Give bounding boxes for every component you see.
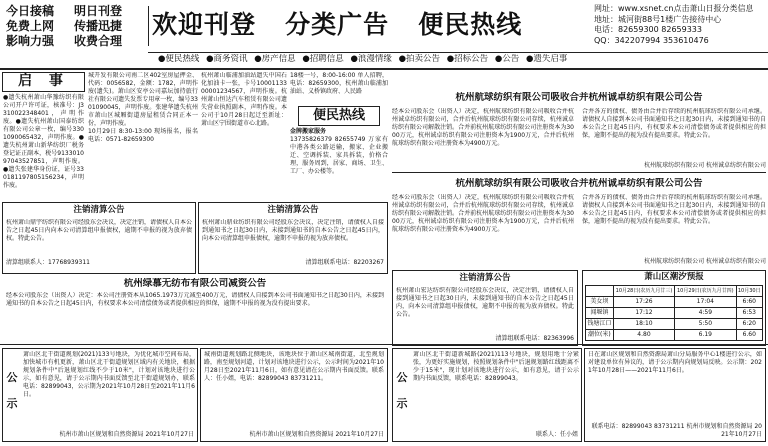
tide-cell: 17:12 [613, 308, 674, 319]
reduction-notice-title: 杭州绿慕无纺布有限公司减资公告 [123, 278, 267, 289]
publicity-1-label-char: 示 [6, 397, 18, 410]
merger-notice-2 [392, 178, 766, 268]
publicity-3-label-char: 示 [396, 397, 408, 410]
slogan-6: 收费合理 [74, 34, 123, 48]
tide-cell: 5:50 [675, 319, 736, 330]
tide-cell: 6:20 [736, 319, 763, 330]
merger-notice-1-sig: 杭州航球纺织有限公司 杭州诚卓纺织有限公司 [644, 162, 766, 169]
hotline-title: 便民热线 [298, 106, 380, 126]
tide-row [586, 330, 763, 341]
tide-table [585, 285, 763, 341]
tide-cell: 6:53 [736, 308, 763, 319]
publicity-3-body: 萧山区北干街道新城路(2021)113号地块，规划用地十分紧张，为更好实施规划，按照规划条件中"后退规划路红线距离不少于15米"，现计划对该地块进行公示，如有意见，请于公示期内书面反馈，联系电话：82899043。 [413, 351, 579, 382]
tide-header-day3: 10月30日 [736, 286, 763, 297]
tide-row [586, 297, 763, 308]
publicity-3 [392, 348, 582, 442]
cancel-notice-mid [198, 202, 388, 274]
publicity-1-body: 萧山区北干街道规划(2021)133号地块，为优化城市空间布局，加快城市有机更新，萧山区北干街道规划区域内有关地块，根据规划条件中"后退规划红线不少于10米"，计划对该地块进行公示，如有意见，请于公示期内书面反馈至北干街道规划办，联系电话：82899043，公示期为2021年10月28日至2021年11月6日。 [23, 351, 195, 398]
tide-cell: 6:60 [736, 297, 763, 308]
publicity-4 [584, 348, 766, 442]
qishi-left-text: ●遗失杭州萧山华豫纺织有限公司开户许可证，核准号：J3310022348401，声明作废。●遗失杭州萧山国泰纺织有限公司公章一枚，编号3301090065432，声明作废。●遗失杭州萧山新华纺织厂税务登记证正副本，税号913301097043527851，声明作废。●遗失张建华身份证，证号330181197805156234，声明作废。 [3, 94, 84, 189]
nav-jobs[interactable]: ●招聘信息 [302, 54, 344, 64]
reduction-notice [2, 278, 388, 340]
tide-cell: 4.80 [613, 330, 674, 341]
tide-cell: 6.60 [736, 330, 763, 341]
cancel-notice-right-body: 杭州萧山宏达纺织有限公司经股东会决议，决定注销，请债权人自接到通知书之日起30日内，未接到通知书的自本公告之日起45日内，向本公司清算组申报债权，逾期不申报的视为放弃债权。特此公告。 [396, 287, 574, 318]
publicity-3-sig: 联系人：任小姐 [535, 431, 578, 438]
tide-cell: 4:59 [675, 308, 736, 319]
slogan-4: 传播迅捷 [74, 19, 123, 33]
cancel-notice-left-title: 注销清算公告 [73, 205, 125, 215]
merger-notice-1-col1: 经本公司股东会（出资人）决定，杭州航球纺织有限公司吸收合并杭州诚卓纺织有限公司，合并后杭州航球纺织有限公司存续，杭州诚卓纺织有限公司解散注销。合并前杭州航球纺织有限公司注册资本为3000万元，杭州诚卓纺织有限公司注册资本为1900万元，合并后杭州航球纺织有限公司注册资本为4900万元。 [392, 108, 574, 147]
tide-cell: 潮位(米) [586, 330, 614, 341]
category-nav [158, 54, 768, 66]
slogan-2: 明日刊登 [74, 4, 123, 18]
contact-address: 地址：城河街88号1楼广告接待中心 [594, 14, 722, 24]
publicity-3-label-char: 公 [396, 371, 408, 384]
hotline-body: 13735826379 82655749 万家有中港各类公路运输，搬家、企业搬迁、空调拆装、家具拆装，价格合理，服务周到，居家、商场、卫生、工厂、办公楼等。 [290, 136, 388, 175]
qishi-mid-date: 10月29日 8:30-13:00 现场报名，报名电话：0571-82659300 [88, 128, 198, 143]
nav-realestate[interactable]: ●房产信息 [254, 54, 296, 64]
nav-hotline[interactable]: ●便民热线 [158, 54, 200, 64]
publicity-2-sig: 杭州市萧山区规划和自然资源局 2021年10月27日 [249, 431, 384, 438]
tide-header-day2: 10月29日(农历九月廿四) [675, 286, 736, 297]
hotline-section [290, 72, 388, 198]
contact-qq: QQ：342207994 353610476 [594, 35, 709, 45]
publicity-2 [200, 348, 388, 442]
publicity-4-body: 日在萧山区规划和自然资源局萧山分局服务中心1楼进行公示，如对建设单位有异议的，请于公示期内向规划局反映。公示期：2021年10月28日——2021年11月6日。 [588, 351, 762, 374]
nav-lost[interactable]: ●遗失启事 [526, 54, 568, 64]
tide-header-day1: 10月28日(农历九月廿三) [613, 286, 674, 297]
tide-cell: 闻堰镇 [586, 308, 614, 319]
merger-notice-2-col2: 合并各方的债权、债务由合并后存续的杭州航球纺织有限公司承继。请债权人自接到本公司书面通知书之日起30日内，未接到通知书的自本公告之日起45日内，有权要求本公司清偿债务或者提供相应的担保，逾期不提出的视为没有提出要求。特此公告。 [582, 194, 766, 225]
contact-website: 网址：www.xsnet.cn点击萧山日报分类信息 [594, 4, 754, 13]
merger-notice-2-col1: 经本公司股东会（出资人）决定，杭州航球纺织有限公司吸收合并杭州诚卓纺织有限公司，合并后杭州航球纺织有限公司存续，杭州诚卓纺织有限公司解散注销。合并前杭州航球纺织有限公司注册资本为3000万元，杭州诚卓纺织有限公司注册资本为1900万元，合并后杭州航球纺织有限公司注册资本为4900万元。 [392, 194, 574, 233]
publicity-4-sig: 联系电话：82899043 83731211 杭州市规划和自然资源局 2021年10月27日 [591, 423, 762, 438]
nav-auction[interactable]: ●拍卖公告 [398, 54, 441, 64]
contact-phone: 电话：82659300 82659333 [594, 25, 702, 34]
merger-notice-1 [392, 92, 766, 172]
cancel-notice-left-sig: 清算组联系人：17768939311 [6, 259, 90, 266]
cancel-notice-right-sig: 清算组联系电话：82363996 [495, 335, 574, 342]
contact-block [594, 4, 766, 50]
tide-cell: 17:04 [675, 297, 736, 308]
qishi-right-text: 杭州萧山临浦加油站遗失中国石化加油卡一张，卡号1000113300001234567，声明作废。杭州萧山恒达汽车租赁有限公司遗失营业执照副本，声明作废。本公司于10月28日起迁至新址：萧山区宁围街道市心北路。 [201, 72, 287, 127]
nav-announcement[interactable]: ●公告 [494, 54, 520, 64]
tide-row [586, 319, 763, 330]
cancel-notice-mid-sig: 清算组联系电话：82203267 [305, 259, 384, 266]
cancel-notice-mid-title: 注销清算公告 [267, 205, 319, 215]
tide-cell: 17:26 [613, 297, 674, 308]
tide-title: 萧山区潮汐预报 [644, 272, 704, 282]
tide-row [586, 308, 763, 319]
merger-notice-2-sig: 杭州航球纺织有限公司 杭州诚卓纺织有限公司 [644, 258, 766, 265]
cancel-notice-right-title: 注销清算公告 [459, 273, 511, 283]
tide-forecast [582, 270, 766, 346]
header-slogans [6, 4, 146, 50]
tide-cell: 钱塘江口 [586, 319, 614, 330]
hotline-top-text: 18楼一号，8:00-16:00 单人招聘，电话：82659300，杭州萧山临浦加油站、义桥镇政府、人民路 [290, 72, 388, 95]
masthead-title: 欢迎刊登 分类广告 便民热线 [152, 10, 523, 39]
publicity-1-label-char: 公 [6, 371, 18, 384]
publicity-2-body: 城南街道规划路北侧地块，该地块位于萧山区城南街道，北至规划路，南至规划河道，计划对该地块进行公示，公示时间为2021年10月28日至2021年11月6日，如有意见请在公示期内书面反馈。联系人：任小姐，电话：82899043 83731211。 [204, 351, 384, 382]
slogan-1: 今日接稿 [6, 4, 55, 18]
cancel-notice-right [392, 270, 578, 346]
cancel-notice-mid-body: 杭州萧山鼎业纺织有限公司经股东会决议，决定注销，请债权人自接到通知书之日起30日内，未接到通知书的自本公告之日起45日内，向本公司清算组申报债权，逾期不申报的视为放弃债权。 [202, 219, 384, 242]
reduction-notice-body: 经本公司股东会（出资人）决定：本公司注册资本从1065.1973万元减至400万元，请债权人自接到本公司书面通知书之日起30日内，未接到通知书的自本公告之日起45日内，有权要求本公司清偿债务或者提供相应的担保，逾期不申报的视为没有提出要求。 [6, 292, 384, 307]
qishi-mid-text [88, 72, 198, 198]
merger-notice-1-title: 杭州航球纺织有限公司吸收合并杭州诚卓纺织有限公司公告 [455, 92, 703, 103]
slogan-3: 免费上网 [6, 19, 55, 33]
publicity-1-label [5, 371, 19, 411]
merger-notice-1-col2: 合并各方的债权、债务由合并后存续的杭州航球纺织有限公司承继。请债权人自接到本公司书面通知书之日起30日内，未接到通知书的自本公告之日起45日内，有权要求本公司清偿债务或者提供相应的担保，逾期不提出的视为没有提出要求。特此公告。 [582, 108, 766, 139]
qishi-mid-body: 城开发有限公司南二区402室房屋押金、代码：0056582，金额：1782，声明作废(遗失)。萧山区安亭公司嘉坛加持旅行社有限公司遗失发票专用章一枚，编号3301090045，声明作废。张建华遗失杭州市萧山区城厢街道房屋租赁合同正本一份，声明作废。 [88, 72, 198, 127]
nav-romance[interactable]: ●浪漫情缘 [350, 54, 392, 64]
publicity-1-sig: 杭州市萧山区规划和自然资源局 2021年10月27日 [59, 431, 194, 438]
qishi-section [2, 72, 85, 198]
nav-tender[interactable]: ●招标公告 [446, 54, 489, 64]
tide-header-blank [586, 286, 614, 297]
slogan-5: 影响力强 [6, 34, 55, 48]
tide-cell: 美女坝 [586, 297, 614, 308]
nav-business[interactable]: ●商务资讯 [206, 54, 248, 64]
hotline-subtitle: 金牌搬家服务 [290, 128, 327, 135]
cancel-notice-left [2, 202, 196, 274]
tide-cell: 6.19 [675, 330, 736, 341]
cancel-notice-left-body: 杭州萧山鼎宇纺织有限公司经股东会决议，决定注销，请债权人自本公告之日起45日内向本公司清算组申报债权，逾期不申报的视为放弃债权。特此公告。 [6, 219, 192, 242]
tide-cell: 18:10 [613, 319, 674, 330]
publicity-1 [2, 348, 198, 442]
publicity-3-label [395, 371, 409, 411]
qishi-title: 启 事 [2, 72, 85, 92]
merger-notice-2-title: 杭州航球纺织有限公司吸收合并杭州诚卓纺织有限公司公告 [455, 178, 703, 189]
